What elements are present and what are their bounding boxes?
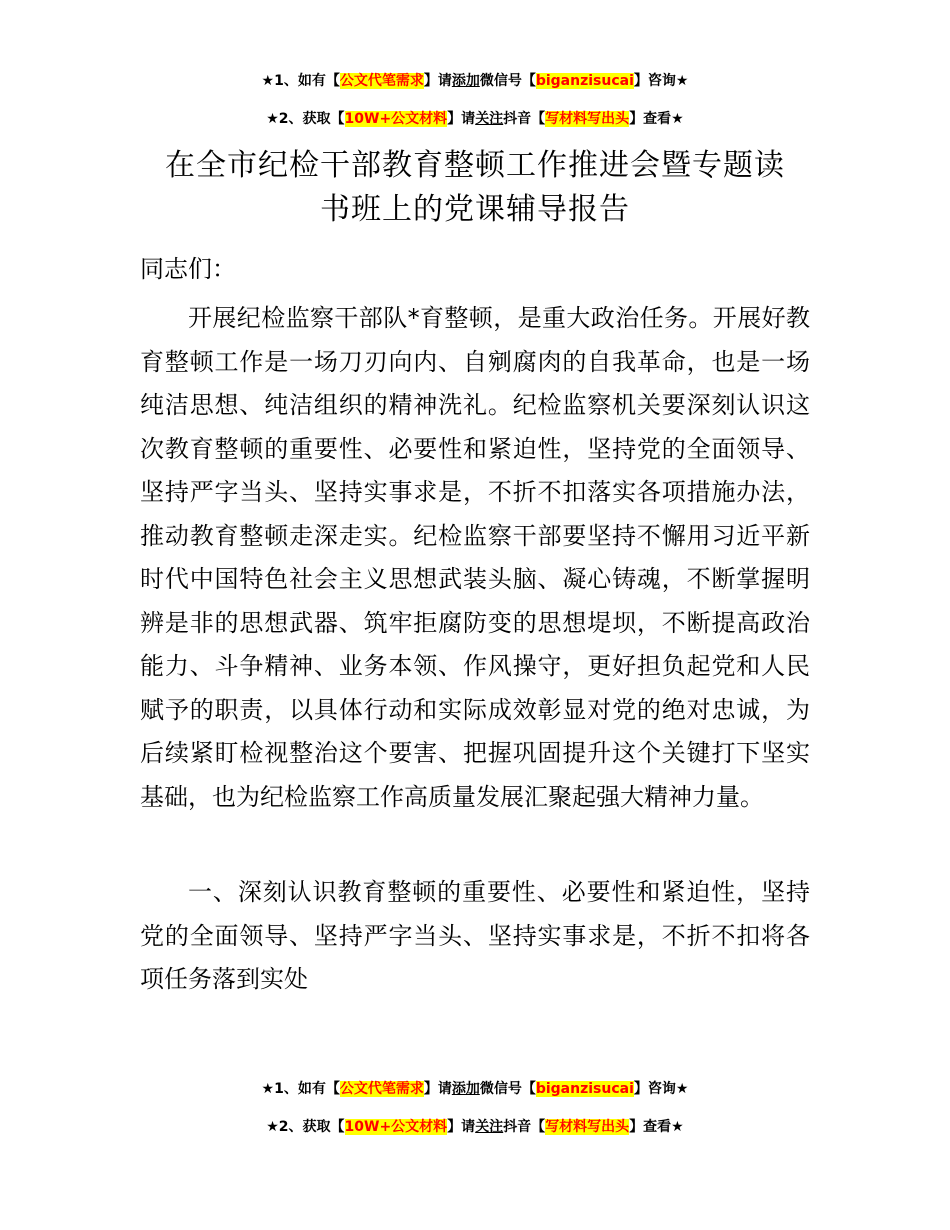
banner-text: 抖音【 [503, 1119, 546, 1135]
top-banner-line-2 [0, 108, 950, 128]
banner-prefix: ★2、获取【 [266, 1119, 345, 1135]
banner-text: 】请 [423, 1081, 452, 1097]
banner-underlined: 添加 [451, 1081, 480, 1097]
top-banner-line-1 [0, 70, 950, 90]
document-title-line-1: 在全市纪检干部教育整顿工作推进会暨专题读 [165, 148, 785, 183]
banner-text: 】请 [423, 73, 452, 89]
section-heading-paragraph: 一、深刻认识教育整顿的重要性、必要性和紧迫性，坚持党的全面领导、坚持严字当头、坚持实事求是，不折不扣将各项任务落到实处 [140, 878, 810, 993]
banner-prefix: ★1、如有【 [261, 73, 340, 89]
banner-douyin-name: 写材料写出头 [545, 1119, 630, 1135]
banner-text: 微信号【 [479, 73, 536, 89]
banner-suffix: 】咨询★ [633, 1081, 689, 1097]
banner-suffix: 】查看★ [629, 1119, 684, 1135]
banner-douyin-name: 写材料写出头 [545, 111, 630, 127]
banner-underlined: 添加 [451, 73, 480, 89]
document-title-line-2: 书班上的党课辅导报告 [320, 192, 630, 227]
banner-highlight: 10W+公文材料 [344, 1119, 448, 1135]
banner-suffix: 】查看★ [629, 111, 684, 127]
banner-highlight: 公文代笔需求 [339, 73, 424, 89]
bottom-banner-line-1 [0, 1078, 950, 1098]
banner-underlined: 关注 [475, 1119, 504, 1135]
banner-suffix: 】咨询★ [633, 73, 689, 89]
bottom-banner-line-2 [0, 1116, 950, 1136]
banner-text: 抖音【 [503, 111, 546, 127]
body-paragraph-1: 开展纪检监察干部队*育整顿，是重大政治任务。开展好教育整顿工作是一场刀刃向内、自剜腐肉的自我革命，也是一场纯洁思想、纯洁组织的精神洗礼。纪检监察机关要深刻认识这次教育整顿的重要性、必要性和紧迫性，坚持党的全面领导、坚持严字当头、坚持实事求是，不折不扣落实各项措施办法，推动教育整顿走深走实。纪检监察干部要坚持不懈用习近平新时代中国特色社会主义思想武装头脑、凝心铸魂，不断掌握明辨是非的思想武器、筑牢拒腐防变的思想堤坝，不断提高政治能力、斗争精神、业务本领、作风操守，更好担负起党和人民赋予的职责，以具体行动和实际成效彰显对党的绝对忠诚，为后续紧盯检视整治这个要害、把握巩固提升这个关键打下坚实基础，也为纪检监察工作高质量发展汇聚起强大精神力量。 [140, 304, 810, 811]
banner-highlight: 公文代笔需求 [339, 1081, 424, 1097]
banner-underlined: 关注 [475, 111, 504, 127]
banner-text: 】请 [447, 111, 476, 127]
banner-text: 】请 [447, 1119, 476, 1135]
banner-wechat-id: biganzisucai [535, 1081, 634, 1097]
greeting: 同志们： [140, 255, 236, 283]
banner-prefix: ★1、如有【 [261, 1081, 340, 1097]
banner-text: 微信号【 [479, 1081, 536, 1097]
banner-wechat-id: biganzisucai [535, 73, 634, 89]
banner-prefix: ★2、获取【 [266, 111, 345, 127]
banner-highlight: 10W+公文材料 [344, 111, 448, 127]
